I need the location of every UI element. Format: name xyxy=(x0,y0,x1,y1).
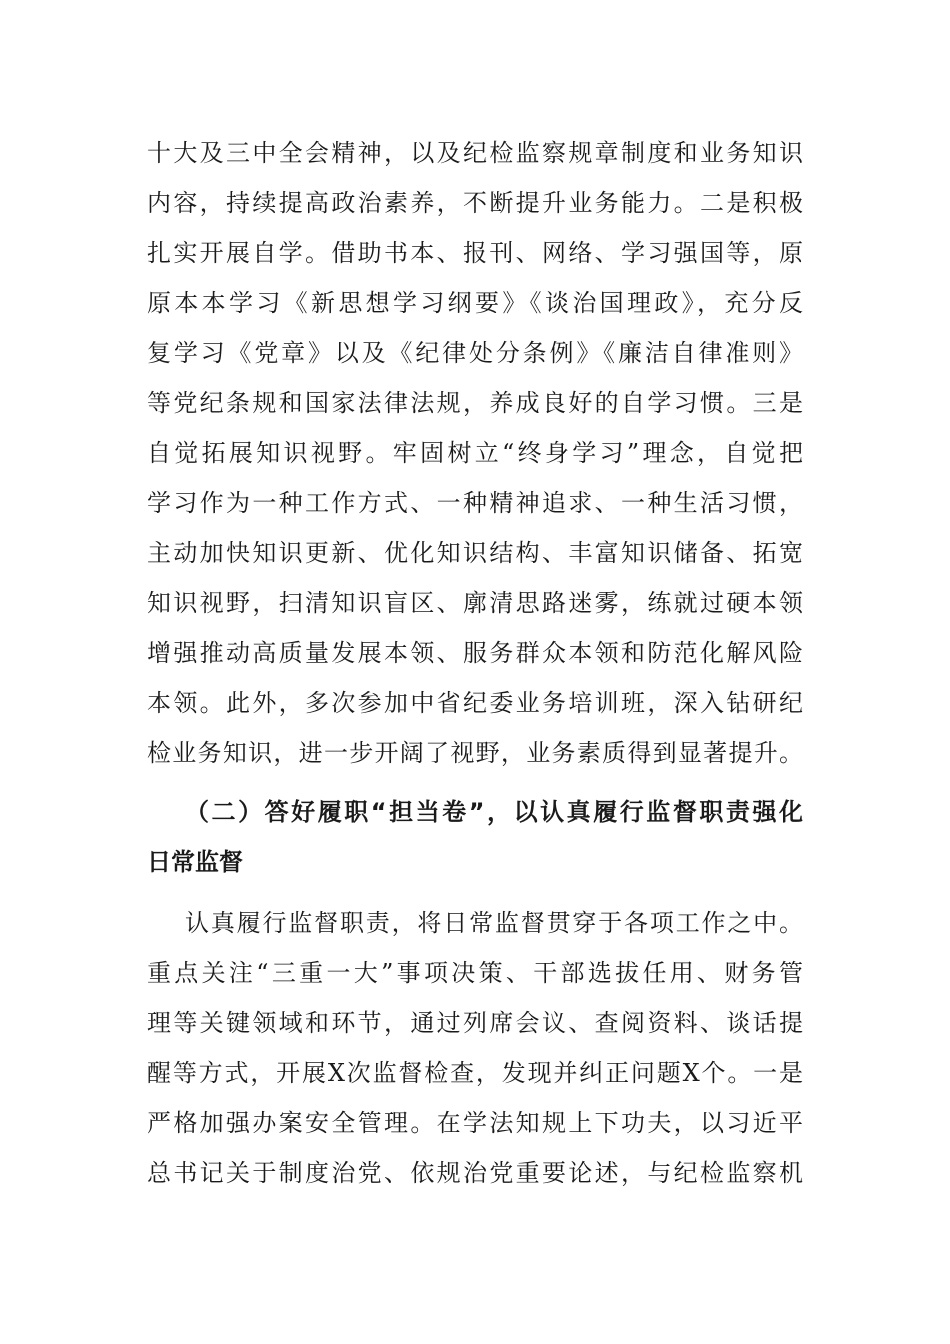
text-line: 学习作为一种工作方式、一种精神追求、一种生活习惯， xyxy=(147,489,803,517)
heading-line: （二）答好履职“担当卷”，以认真履行监督职责强化 xyxy=(185,798,803,826)
text-line: 理等关键领域和环节，通过列席会议、查阅资料、谈话提 xyxy=(147,1009,803,1037)
text-line: 知识视野，扫清知识盲区、廓清思路迷雾，练就过硬本领 xyxy=(147,589,803,617)
text-line: 增强推动高质量发展本领、服务群众本领和防范化解风险 xyxy=(147,639,803,667)
text-line: 扎实开展自学。借助书本、报刊、网络、学习强国等，原 xyxy=(147,239,803,267)
heading-line: 日常监督 xyxy=(147,848,243,876)
text-line: 主动加快知识更新、优化知识结构、丰富知识储备、拓宽 xyxy=(147,539,803,567)
text-line: 本领。此外，多次参加中省纪委业务培训班，深入钻研纪 xyxy=(147,689,803,717)
text-line: 内容，持续提高政治素养，不断提升业务能力。二是积极 xyxy=(147,189,803,217)
text-line: 认真履行监督职责，将日常监督贯穿于各项工作之中。 xyxy=(185,909,803,937)
text-line: 重点关注“三重一大”事项决策、干部选拔任用、财务管 xyxy=(147,959,803,987)
text-line: 严格加强办案安全管理。在学法知规上下功夫，以习近平 xyxy=(147,1109,803,1137)
text-line: 醒等方式，开展X次监督检查，发现并纠正问题X个。一是 xyxy=(147,1059,803,1087)
text-line: 等党纪条规和国家法律法规，养成良好的自学习惯。三是 xyxy=(147,389,803,417)
text-line: 总书记关于制度治党、依规治党重要论述，与纪检监察机 xyxy=(147,1159,803,1187)
text-line: 检业务知识，进一步开阔了视野，业务素质得到显著提升。 xyxy=(147,739,803,767)
text-line: 原本本学习《新思想学习纲要》《谈治国理政》，充分反 xyxy=(147,289,803,317)
text-line: 复学习《党章》以及《纪律处分条例》《廉洁自律准则》 xyxy=(147,339,803,367)
text-line: 自觉拓展知识视野。牢固树立“终身学习”理念，自觉把 xyxy=(147,439,803,467)
text-line: 十大及三中全会精神，以及纪检监察规章制度和业务知识 xyxy=(147,139,803,167)
